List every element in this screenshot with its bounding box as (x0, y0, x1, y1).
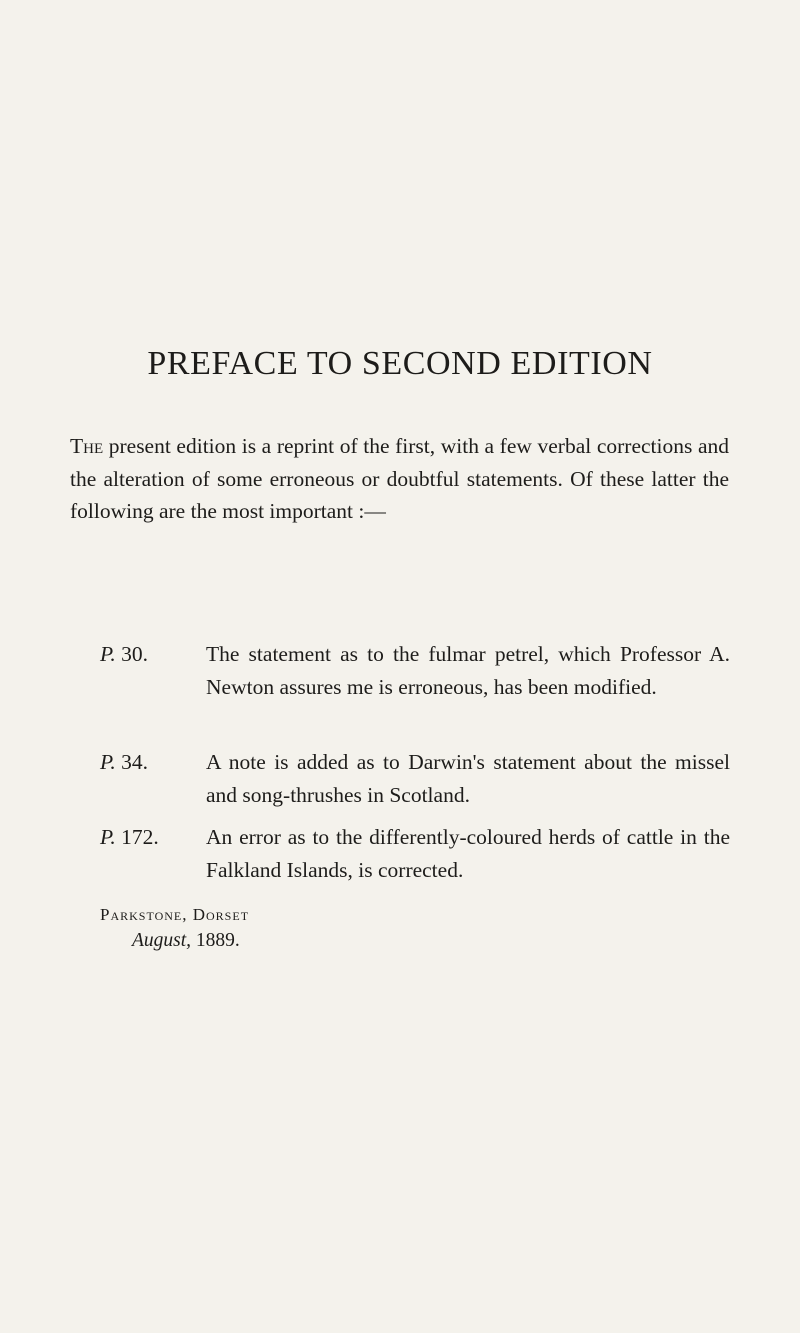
page-prefix: P. (100, 642, 116, 666)
intro-lead-word: The (70, 434, 104, 458)
signature-place: Parkstone, Dorset (100, 905, 250, 924)
page-prefix: P. (100, 750, 116, 774)
intro-paragraph (70, 430, 729, 528)
page-number: 34. (121, 750, 148, 774)
intro-text: present edition is a reprint of the first, with a few verbal corrections and the alteration of some erroneous or doubtful statements. Of these latter the following are the most important :— (70, 434, 729, 523)
correction-text: The statement as to the fulmar petrel, which Professor A. Newton assures me is erroneous, has been modified. (206, 642, 730, 699)
page-title: PREFACE TO SECOND EDITION (147, 345, 653, 382)
signature-date (132, 930, 240, 952)
correction-entry (100, 746, 730, 811)
correction-entry (100, 638, 730, 703)
page-reference (100, 821, 180, 854)
page-number: 30. (121, 642, 148, 666)
page-reference (100, 638, 180, 671)
signature-year: 1889. (191, 930, 240, 951)
signature-month: August, (132, 930, 192, 951)
correction-text: An error as to the differently-coloured herds of cattle in the Falkland Islands, is corrected. (206, 825, 730, 882)
page-number: 172. (121, 825, 159, 849)
page-prefix: P. (100, 825, 116, 849)
page-reference (100, 746, 180, 779)
correction-entry (100, 821, 730, 886)
correction-text: A note is added as to Darwin's statement about the missel and song-thrushes in Scotland. (206, 750, 730, 807)
